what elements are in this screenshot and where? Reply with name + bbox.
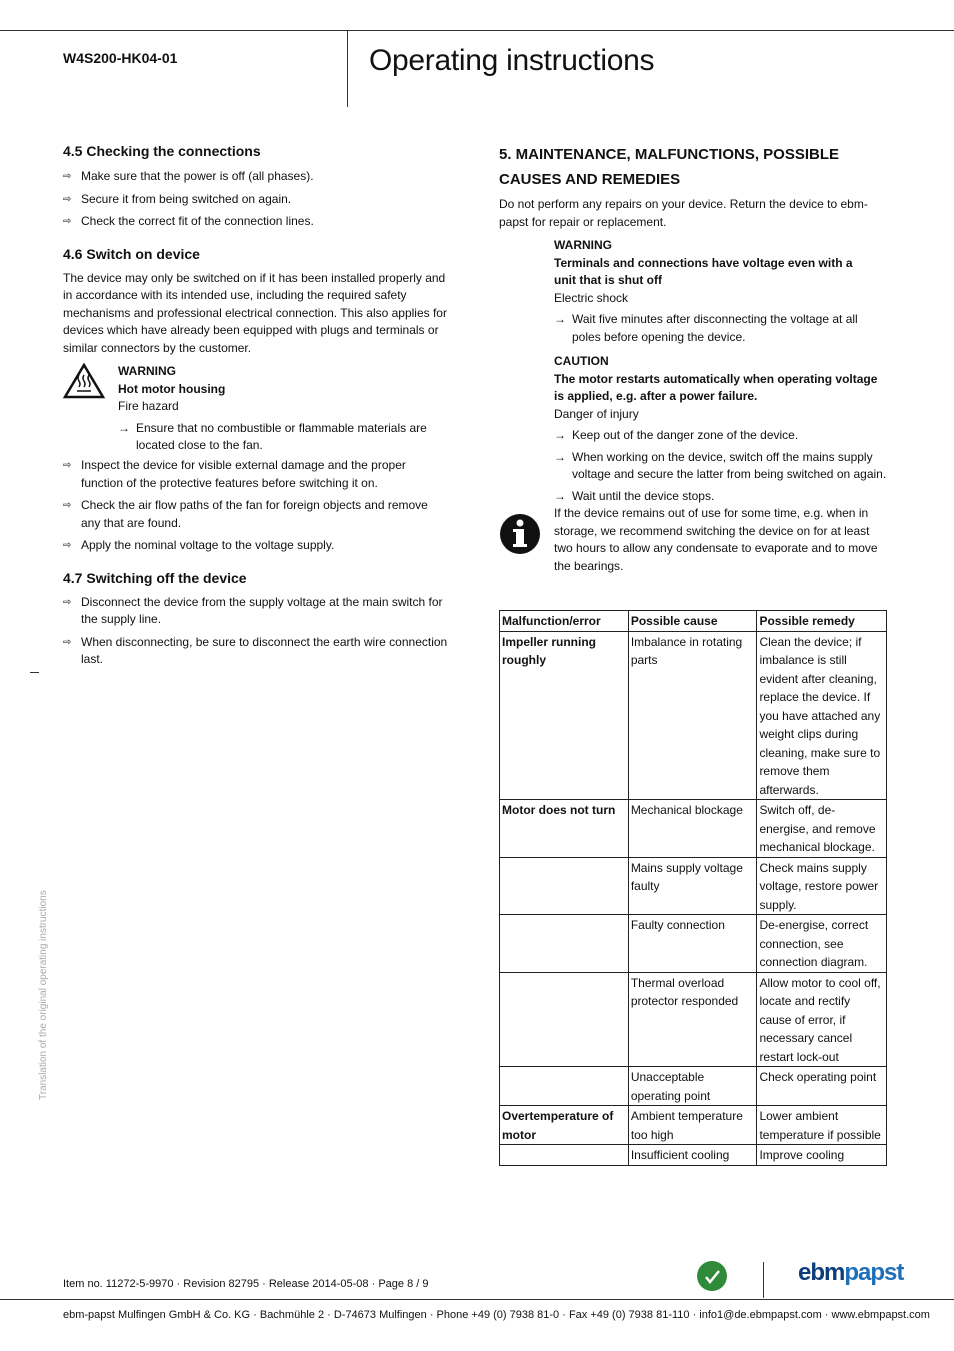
malfunction-table: [499, 610, 887, 1166]
arrow-bullet-icon: ⇨: [63, 540, 72, 551]
section-heading-4-7: 4.7 Switching off the device: [63, 569, 247, 586]
list-item: ⇨ Check the correct fit of the connection lines.: [63, 213, 448, 231]
warning-subtitle: Electric shock: [554, 290, 629, 305]
remedy-cell: Allow motor to cool off, locate and rectify cause of error, if necessary cancel restart lock-out: [757, 972, 887, 1067]
table-row: [500, 972, 887, 1067]
warning-label: WARNING: [118, 364, 176, 378]
warning-label: WARNING: [554, 238, 612, 252]
list-item: ⇨ Make sure that the power is off (all phases).: [63, 168, 448, 186]
remedy-cell: Improve cooling: [757, 1145, 887, 1166]
greentech-logo: [697, 1261, 727, 1291]
margin-tick: [30, 672, 39, 673]
table-row: [500, 800, 887, 858]
table-header-cell: Possible remedy: [757, 611, 887, 632]
caution-label: CAUTION: [554, 354, 609, 368]
caution-title: The motor restarts automatically when operating voltage is applied, e.g. after a power failure.: [554, 371, 878, 403]
maintenance-intro: Do not perform any repairs on your device. Return the device to ebm-papst for repair or replacement.: [499, 197, 868, 229]
caution-action: → Wait until the device stops.: [554, 488, 887, 506]
cause-cell: Faulty connection: [628, 915, 757, 973]
table-row: [500, 1106, 887, 1145]
remedy-cell: Check mains supply voltage, restore power supply.: [757, 857, 887, 915]
right-arrow-icon: →: [554, 488, 566, 503]
left-column: [63, 143, 448, 674]
caution-action: → Keep out of the danger zone of the device.: [554, 427, 887, 445]
caution-subtitle: Danger of injury: [554, 406, 639, 421]
warning-block-shock: [554, 237, 887, 505]
malfunction-cell: [500, 1145, 629, 1166]
remedy-cell: Clean the device; if imbalance is still evident after cleaning, replace the device. If you have attached any weight clips during cleaning, make sure to remove them afterwards.: [757, 631, 887, 800]
cause-cell: Mechanical blockage: [628, 800, 757, 858]
malfunction-cell: [500, 915, 629, 973]
remedy-cell: De-energise, correct connection, see connection diagram.: [757, 915, 887, 973]
remedy-cell: Lower ambient temperature if possible: [757, 1106, 887, 1145]
arrow-bullet-icon: ⇨: [63, 193, 72, 205]
section-heading-4-5: 4.5 Checking the connections: [63, 143, 261, 159]
table-header-row: [500, 611, 887, 632]
malfunction-cell: [500, 972, 629, 1067]
list-item: ⇨ When disconnecting, be sure to disconnect the earth wire connection last.: [63, 634, 448, 666]
cause-cell: Mains supply voltage faulty: [628, 857, 757, 915]
table-row: [500, 1145, 887, 1166]
table-row: [500, 857, 887, 915]
info-block: [499, 506, 887, 583]
switch-on-paragraph: The device may only be switched on if it has been installed properly and in accordance with its intended use, including the required safety mechanisms and professional electrical connection. This also applies for devices which have already been equipped with plugs and terminals or similar connectors by the customer.: [63, 270, 447, 355]
arrow-bullet-icon: ⇨: [63, 216, 72, 227]
remedy-cell: Check operating point: [757, 1067, 887, 1106]
header-rule: [0, 30, 954, 31]
arrow-bullet-icon: ⇨: [63, 636, 72, 648]
malfunction-cell: [500, 1067, 629, 1106]
right-arrow-icon: →: [554, 428, 566, 442]
malfunction-cell: [500, 857, 629, 915]
footer-address: ebm-papst Mulfingen GmbH & Co. KG · Bachmühle 2 · D-74673 Mulfingen · Phone +49 (0) 7938 81-0 · Fax +49 (0) 7938 81-110 · info1@de.ebmpapst.com · www.ebmpapst.com: [63, 1309, 930, 1321]
warning-block-hot: [63, 363, 448, 455]
malfunction-cell: Impeller running roughly: [500, 631, 629, 800]
table-header-cell: Malfunction/error: [500, 611, 629, 632]
warning-title: Hot motor housing: [118, 381, 226, 396]
caution-action: → When working on the device, switch off the mains supply voltage and secure the latter from being switched on again.: [554, 449, 887, 481]
cause-cell: Imbalance in rotating parts: [628, 631, 757, 800]
side-note: Translation of the original operating instructions: [38, 890, 49, 1100]
table-row: [500, 631, 887, 800]
list-item: ⇨ Apply the nominal voltage to the voltage supply.: [63, 537, 448, 555]
arrow-bullet-icon: ⇨: [63, 500, 72, 511]
info-icon: [499, 513, 541, 555]
footer-rule: [0, 1299, 954, 1300]
ebmpapst-logo: ebmpapst: [798, 1259, 904, 1286]
table-header-cell: Possible cause: [628, 611, 757, 632]
right-column: [499, 142, 887, 583]
arrow-bullet-icon: ⇨: [63, 460, 72, 471]
warning-action: → Ensure that no combustible or flammable materials are located close to the fan.: [118, 420, 427, 452]
section-heading-4-6: 4.6 Switch on device: [63, 245, 200, 262]
warning-title: Terminals and connections have voltage even with a unit that is shut off: [554, 255, 853, 287]
malfunction-cell: Motor does not turn: [500, 800, 629, 858]
cause-cell: Unacceptable operating point: [628, 1067, 757, 1106]
remedy-cell: Switch off, de-energise, and remove mechanical blockage.: [757, 800, 887, 858]
right-arrow-icon: →: [554, 312, 566, 326]
page-title: Operating instructions: [369, 44, 655, 77]
table-row: [500, 1067, 887, 1106]
section-heading-5: 5. MAINTENANCE, MALFUNCTIONS, POSSIBLE CAUSES AND REMEDIES: [499, 146, 840, 188]
warning-subtitle: Fire hazard: [118, 399, 179, 413]
logo-separator: [763, 1262, 764, 1298]
malfunction-cell: Overtemperature of motor: [500, 1106, 629, 1145]
list-item: ⇨ Check the air flow paths of the fan for foreign objects and remove any that are found.: [63, 498, 428, 530]
arrow-bullet-icon: ⇨: [63, 596, 72, 608]
cause-cell: Insufficient cooling: [628, 1145, 757, 1166]
hot-surface-warning-icon: [63, 363, 105, 399]
cause-cell: Ambient temperature too high: [628, 1106, 757, 1145]
model-number: W4S200-HK04-01: [63, 50, 178, 66]
list-item: ⇨ Disconnect the device from the supply voltage at the main switch for the supply line.: [63, 594, 443, 626]
right-arrow-icon: →: [118, 420, 130, 435]
list-item: ⇨ Inspect the device for visible external damage and the proper function of the protective features before switching it on.: [63, 458, 406, 490]
table-row: [500, 915, 887, 973]
arrow-bullet-icon: ⇨: [63, 171, 72, 182]
header-separator: [347, 30, 348, 107]
footer-item-info: Item no. 11272-5-9970 · Revision 82795 · Release 2014-05-08 · Page 8 / 9: [63, 1278, 429, 1290]
list-item: ⇨ Secure it from being switched on again.: [63, 191, 448, 209]
warning-action: → Wait five minutes after disconnecting the voltage at all poles before opening the device.: [554, 312, 858, 344]
info-text: If the device remains out of use for some time, e.g. when in storage, we recommend switching the device on for at least two hours to allow any condensate to evaporate and to move the bearings.: [554, 506, 878, 573]
right-arrow-icon: →: [554, 449, 566, 464]
cause-cell: Thermal overload protector responded: [628, 972, 757, 1067]
